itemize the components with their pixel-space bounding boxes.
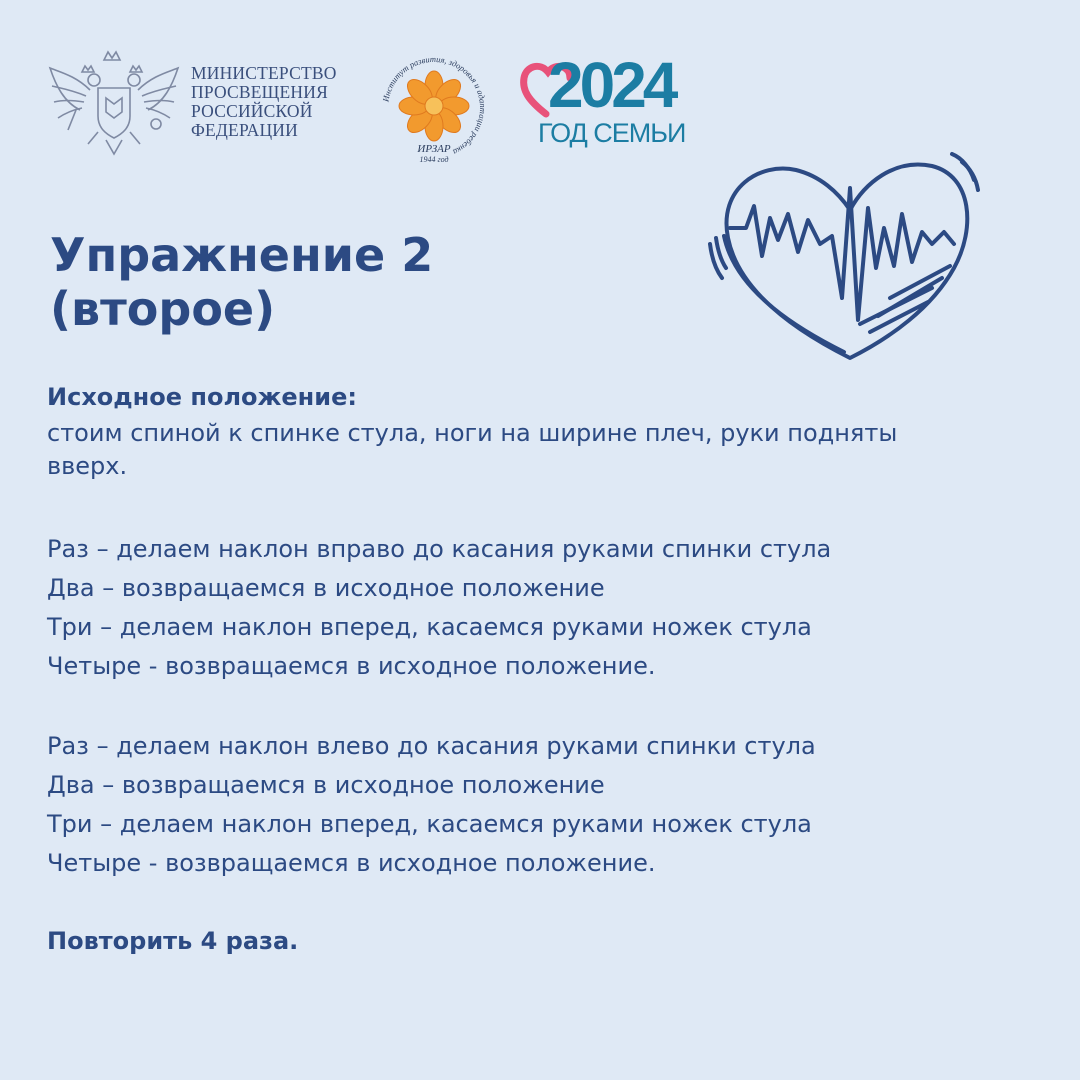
step-line: Два – возвращаемся в исходное положение	[47, 574, 605, 602]
repeat-note: Повторить 4 раза.	[47, 927, 299, 955]
step-line: Раз – делаем наклон вправо до касания руками спинки стула	[47, 535, 832, 563]
step-line: Четыре - возвращаемся в исходное положение.	[47, 652, 656, 680]
irzar-name: ИРЗАР	[417, 143, 451, 155]
page-title	[50, 228, 433, 336]
ministry-line: МИНИСТЕРСТВО	[191, 63, 337, 83]
family-year: 2024	[548, 49, 675, 121]
title-line: (второе)	[50, 282, 276, 336]
coat-of-arms-emblem-icon	[46, 46, 182, 160]
start-position-heading: Исходное положение:	[47, 383, 357, 411]
ministry-line: РОССИЙСКОЙ	[191, 101, 313, 121]
heartbeat-heart-icon	[700, 148, 990, 368]
irzar-ring-text: Институт развития, здоровья и адаптации ребенка	[380, 53, 489, 158]
exercise-description	[47, 378, 1037, 961]
start-position-text: стоим спиной к спинке стула, ноги на ширине плеч, руки подняты вверх.	[47, 419, 898, 480]
ministry-line: ПРОСВЕЩЕНИЯ	[191, 82, 328, 102]
ministry-name	[191, 64, 337, 140]
irzar-year: 1944 год	[419, 155, 449, 164]
step-line: Раз – делаем наклон влево до касания руками спинки стула	[47, 732, 816, 760]
step-line: Три – делаем наклон вперед, касаемся руками ножек стула	[47, 810, 812, 838]
step-line: Четыре - возвращаемся в исходное положение.	[47, 849, 656, 877]
step-line: Три – делаем наклон вперед, касаемся руками ножек стула	[47, 613, 812, 641]
ministry-line: ФЕДЕРАЦИИ	[191, 120, 298, 140]
step-line: Два – возвращаемся в исходное положение	[47, 771, 605, 799]
family-caption: ГОД СЕМЬИ	[538, 118, 686, 148]
title-line: Упражнение 2	[50, 228, 434, 282]
irzar-logo-icon	[374, 48, 494, 168]
